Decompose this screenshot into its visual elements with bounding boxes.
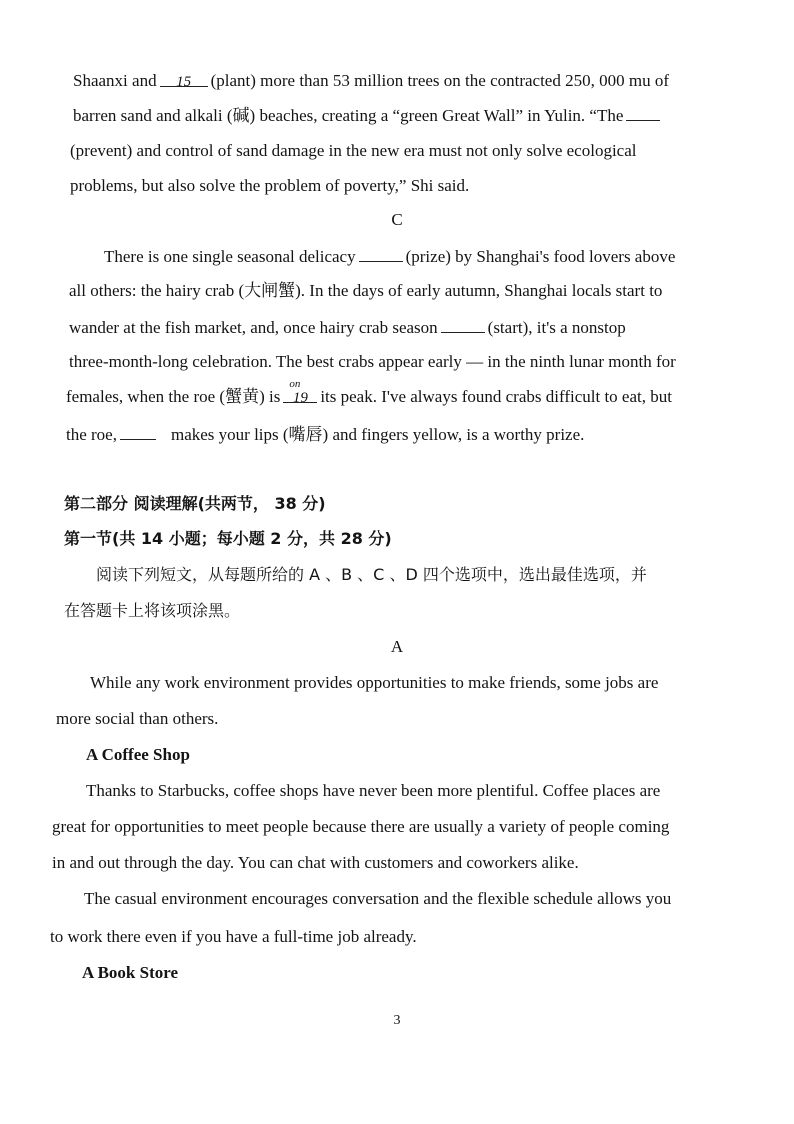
page-number: 3 bbox=[393, 1013, 401, 1028]
text-line: great for opportunities to meet people because there are usually a variety of people coming bbox=[52, 817, 670, 836]
answer-blank bbox=[359, 245, 403, 262]
answer-blank bbox=[120, 423, 156, 440]
instruction-line: 阅读下列短文，从每题所给的 A 、B 、C 、D 四个选项中，选出最佳选项，并 bbox=[96, 565, 647, 584]
answer-blank bbox=[441, 316, 485, 333]
instruction-line: 在答题卡上将该项涂黑。 bbox=[64, 601, 241, 620]
section-heading-c: C bbox=[391, 210, 403, 229]
text-line: The casual environment encourages conversation and the flexible schedule allows you bbox=[84, 889, 672, 908]
text-line: to work there even if you have a full-time job already. bbox=[50, 927, 417, 946]
text-line: Shaanxi and 15 (plant) more than 53 million trees on the contracted 250, 000 mu of bbox=[73, 71, 669, 90]
section-title: 第一节(共 14 小题；每小题 2 分，共 28 分) bbox=[64, 529, 392, 548]
text-line: all others: the hairy crab (大闸蟹). In the days of early autumn, Shanghai locals start to bbox=[69, 281, 663, 300]
text-line: the roe, makes your lips (嘴唇) and fingers yellow, is a worthy prize. bbox=[66, 425, 585, 444]
subheading-coffee-shop: A Coffee Shop bbox=[86, 745, 190, 764]
passage-heading-a: A bbox=[390, 637, 404, 656]
text-line: more social than others. bbox=[56, 709, 219, 728]
text-line: Thanks to Starbucks, coffee shops have never been more plentiful. Coffee places are bbox=[86, 781, 661, 800]
answer-blank bbox=[626, 104, 660, 121]
text-line: (prevent) and control of sand damage in the new era must not only solve ecological bbox=[70, 141, 637, 160]
part-title: 第二部分 阅读理解(共两节， 38 分) bbox=[64, 494, 326, 513]
answer-blank-15: 15 bbox=[160, 70, 208, 87]
text-line: wander at the fish market, and, once hairy crab season (start), it's a nonstop bbox=[69, 318, 626, 337]
text-line: three-month-long celebration. The best crabs appear early — in the ninth lunar month for bbox=[69, 352, 676, 371]
text-line: in and out through the day. You can chat with customers and coworkers alike. bbox=[52, 853, 579, 872]
text-line: While any work environment provides opportunities to make friends, some jobs are bbox=[90, 673, 659, 692]
answer-blank-19: on 19 bbox=[283, 386, 317, 403]
text-line: barren sand and alkali (碱) beaches, creating a “green Great Wall” in Yulin. “The bbox=[73, 104, 663, 127]
text-line: problems, but also solve the problem of poverty,” Shi said. bbox=[70, 176, 470, 195]
text-line: There is one single seasonal delicacy (prize) by Shanghai's food lovers above bbox=[104, 247, 676, 266]
subheading-book-store: A Book Store bbox=[82, 963, 179, 982]
text-line: females, when the roe (蟹黄) is on 19 its peak. I've always found crabs difficult to eat, but bbox=[66, 378, 672, 406]
